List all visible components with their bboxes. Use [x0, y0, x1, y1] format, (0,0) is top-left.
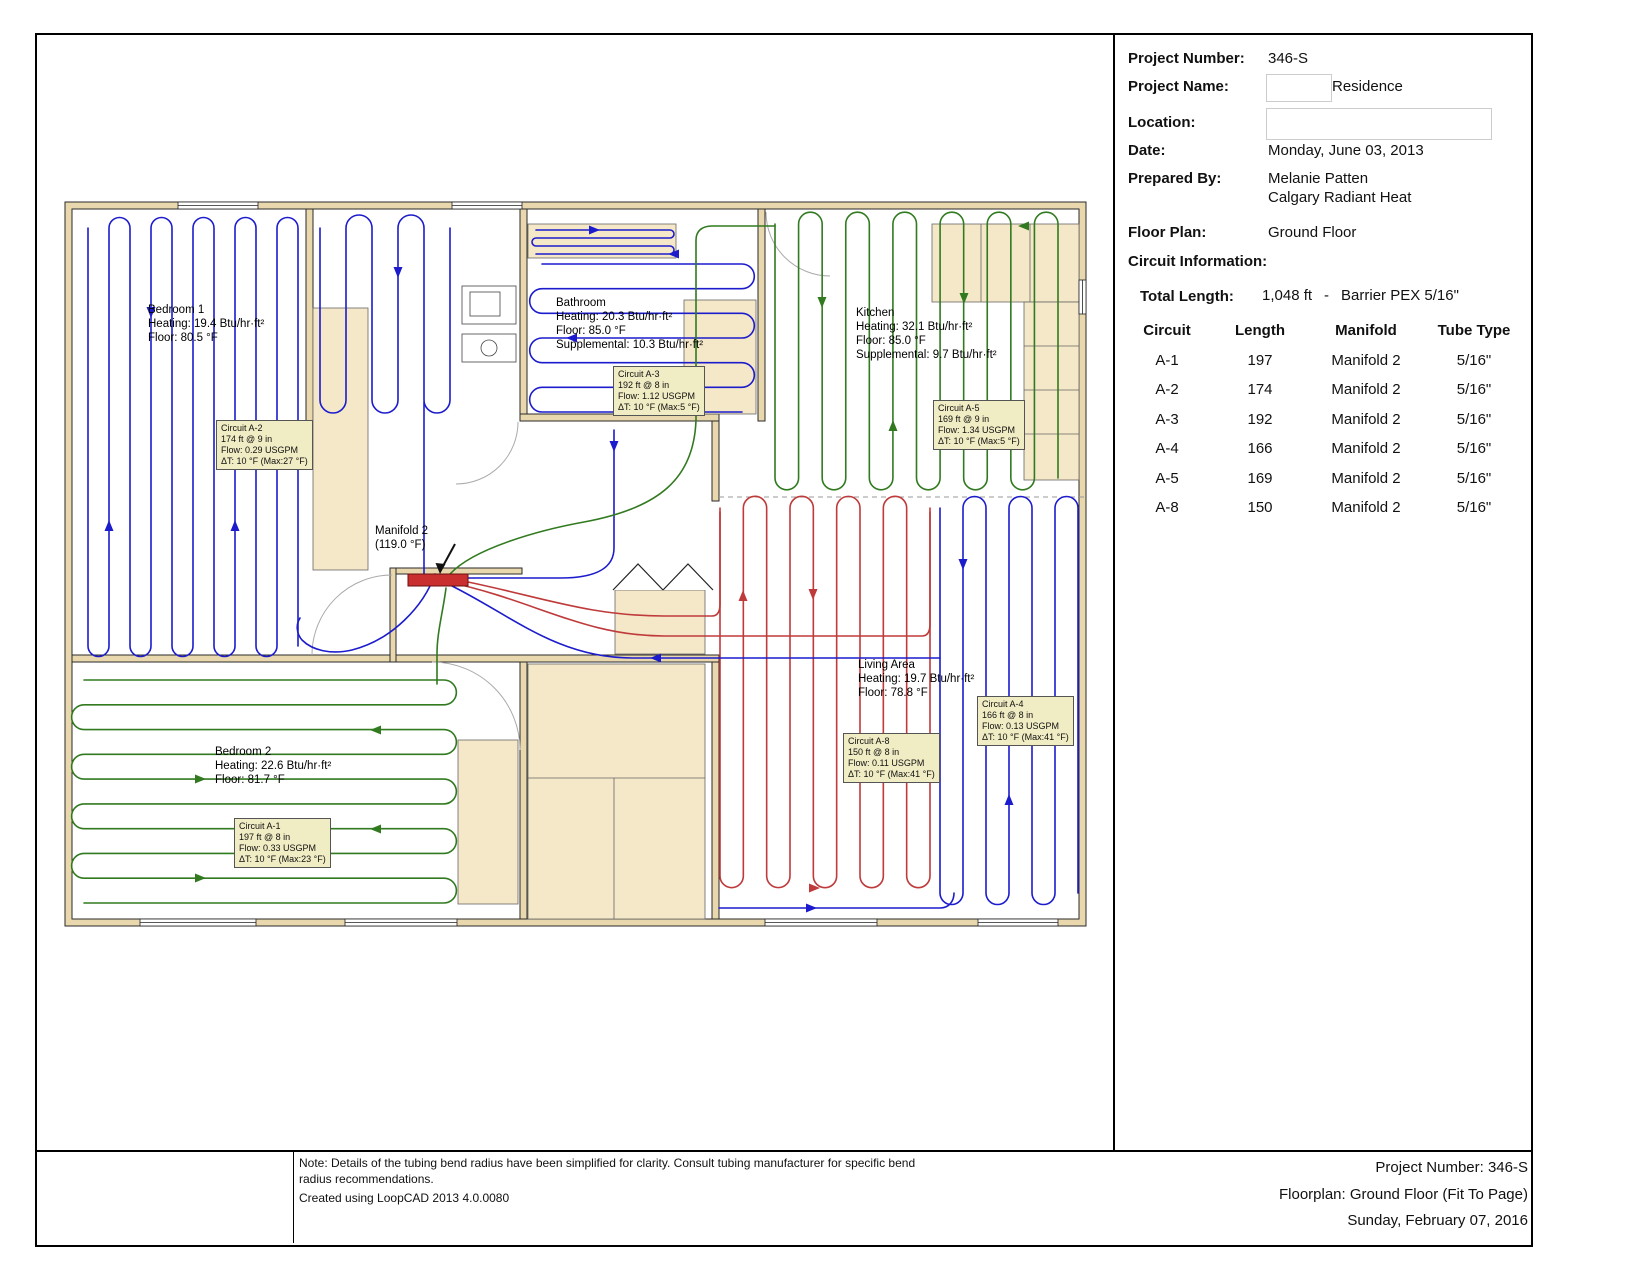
room-label-bedroom-1: [148, 303, 264, 345]
callout-spec: 174 ft @ 9 in: [221, 434, 273, 444]
callout-flow: Flow: 0.33 USGPM: [239, 843, 317, 853]
callout-title: Circuit A-1: [239, 821, 281, 831]
footer-note-line2: radius recommendations.: [299, 1172, 434, 1186]
project-number-value: 346-S: [1268, 50, 1309, 67]
room-heating: Heating: 19.7 Btu/hr·ft²: [858, 673, 975, 685]
callout-spec: 150 ft @ 8 in: [848, 747, 900, 757]
col-tube-type: Tube Type: [1437, 322, 1511, 339]
circuit-callout-a3: [613, 366, 705, 416]
footer-created-with: Created using LoopCAD 2013 4.0.0080: [299, 1191, 510, 1205]
window: [978, 919, 1058, 926]
room-floor-temp: Floor: 78.8 °F: [858, 687, 928, 699]
floor-plan-label: Floor Plan:: [1128, 224, 1207, 241]
date-value: Monday, June 03, 2013: [1268, 142, 1424, 159]
manifold-label: [375, 524, 428, 552]
total-length-label: Total Length:: [1140, 288, 1234, 305]
callout-flow: Flow: 1.34 USGPM: [938, 425, 1016, 435]
callout-dt: ΔT: 10 °F (Max:41 °F): [848, 769, 935, 779]
footer-project-number: Project Number: 346-S: [1375, 1159, 1528, 1176]
room-label-bathroom: [556, 296, 703, 352]
manifold-temp: (119.0 °F): [375, 539, 426, 551]
callout-spec: 169 ft @ 9 in: [938, 414, 990, 424]
redaction-box: [1266, 74, 1332, 102]
prepared-by-label: Prepared By:: [1128, 170, 1222, 187]
callout-title: Circuit A-2: [221, 423, 263, 433]
project-name-label: Project Name:: [1128, 78, 1229, 95]
circuit-callout-a1: [234, 818, 331, 868]
window: [765, 919, 877, 926]
tube-spec: Barrier PEX 5/16": [1341, 287, 1459, 304]
circuit-table-header: [1122, 322, 1532, 339]
table-row: A-2 174 Manifold 2 5/16": [1155, 381, 1492, 398]
callout-dt: ΔT: 10 °F (Max:5 °F): [618, 402, 700, 412]
total-length-separator: -: [1324, 287, 1330, 304]
callout-title: Circuit A-8: [848, 736, 890, 746]
room-heating: Heating: 32.1 Btu/hr·ft²: [856, 321, 973, 333]
redaction-box: [1266, 108, 1492, 140]
location-label: Location:: [1128, 114, 1196, 131]
prepared-by-company: Calgary Radiant Heat: [1268, 189, 1412, 206]
callout-dt: ΔT: 10 °F (Max:41 °F): [982, 732, 1069, 742]
table-row: A-8 150 Manifold 2 5/16": [1155, 499, 1492, 516]
circuit-callout-a5: [933, 400, 1025, 450]
prepared-by-name: Melanie Patten: [1268, 170, 1369, 187]
callout-dt: ΔT: 10 °F (Max:5 °F): [938, 436, 1020, 446]
circuit-callout-a4: [977, 696, 1074, 746]
circuit-callout-a2: [216, 420, 313, 470]
callout-flow: Flow: 0.29 USGPM: [221, 445, 299, 455]
room-name: Bedroom 1: [148, 304, 205, 316]
window: [452, 202, 522, 209]
col-circuit: Circuit: [1143, 322, 1191, 339]
callout-flow: Flow: 0.13 USGPM: [982, 721, 1060, 731]
room-floor-temp: Floor: 85.0 °F: [556, 325, 626, 337]
callout-flow: Flow: 0.11 USGPM: [848, 758, 925, 768]
total-length-feet: 1,048 ft: [1262, 287, 1313, 304]
room-label-bedroom-2: [215, 745, 331, 787]
window: [1079, 280, 1086, 314]
room-name: Kitchen: [856, 307, 895, 319]
table-row: A-3 192 Manifold 2 5/16": [1155, 411, 1492, 428]
total-length-value: [1262, 287, 1459, 304]
project-name-value: Residence: [1332, 78, 1403, 95]
callout-dt: ΔT: 10 °F (Max:27 °F): [221, 456, 308, 466]
callout-title: Circuit A-4: [982, 699, 1024, 709]
table-row: A-1 197 Manifold 2 5/16": [1155, 352, 1492, 369]
room-supplemental: Supplemental: 9.7 Btu/hr·ft²: [856, 349, 997, 361]
callout-spec: 166 ft @ 8 in: [982, 710, 1034, 720]
callout-flow: Flow: 1.12 USGPM: [618, 391, 696, 401]
manifold-name: Manifold 2: [375, 525, 429, 537]
room-heating: Heating: 19.4 Btu/hr·ft²: [148, 318, 265, 330]
callout-title: Circuit A-3: [618, 369, 660, 379]
callout-spec: 197 ft @ 8 in: [239, 832, 291, 842]
date-label: Date:: [1128, 142, 1166, 159]
room-heating: Heating: 20.3 Btu/hr·ft²: [556, 311, 673, 323]
room-floor-temp: Floor: 80.5 °F: [148, 332, 218, 344]
floor-plan-value: Ground Floor: [1268, 224, 1357, 241]
room-name: Bedroom 2: [215, 746, 272, 758]
window: [140, 919, 256, 926]
callout-dt: ΔT: 10 °F (Max:23 °F): [239, 854, 326, 864]
room-name: Bathroom: [556, 297, 606, 309]
table-row: A-4 166 Manifold 2 5/16": [1155, 440, 1492, 457]
callout-spec: 192 ft @ 8 in: [618, 380, 670, 390]
project-number-label: Project Number:: [1128, 50, 1245, 67]
footer-note-line1: Note: Details of the tubing bend radius have been simplified for clarity. Consult tubing manufacturer for specific bend: [299, 1156, 916, 1170]
callout-title: Circuit A-5: [938, 403, 980, 413]
col-manifold: Manifold: [1335, 322, 1397, 339]
room-name: Living Area: [858, 659, 915, 671]
footer-floorplan: Floorplan: Ground Floor (Fit To Page): [1278, 1186, 1528, 1203]
window: [178, 202, 258, 209]
room-label-kitchen: [856, 306, 997, 362]
circuit-callout-a8: [843, 733, 940, 783]
col-length: Length: [1235, 322, 1285, 339]
window: [345, 919, 457, 926]
room-supplemental: Supplemental: 10.3 Btu/hr·ft²: [556, 339, 704, 351]
circuit-information-heading: Circuit Information:: [1128, 253, 1268, 270]
table-row: A-5 169 Manifold 2 5/16": [1155, 470, 1492, 487]
room-label-living-area: [858, 658, 974, 700]
footer-date: Sunday, February 07, 2016: [1347, 1212, 1528, 1229]
room-floor-temp: Floor: 85.0 °F: [856, 335, 926, 347]
room-heating: Heating: 22.6 Btu/hr·ft²: [215, 760, 332, 772]
room-floor-temp: Floor: 81.7 °F: [215, 774, 285, 786]
